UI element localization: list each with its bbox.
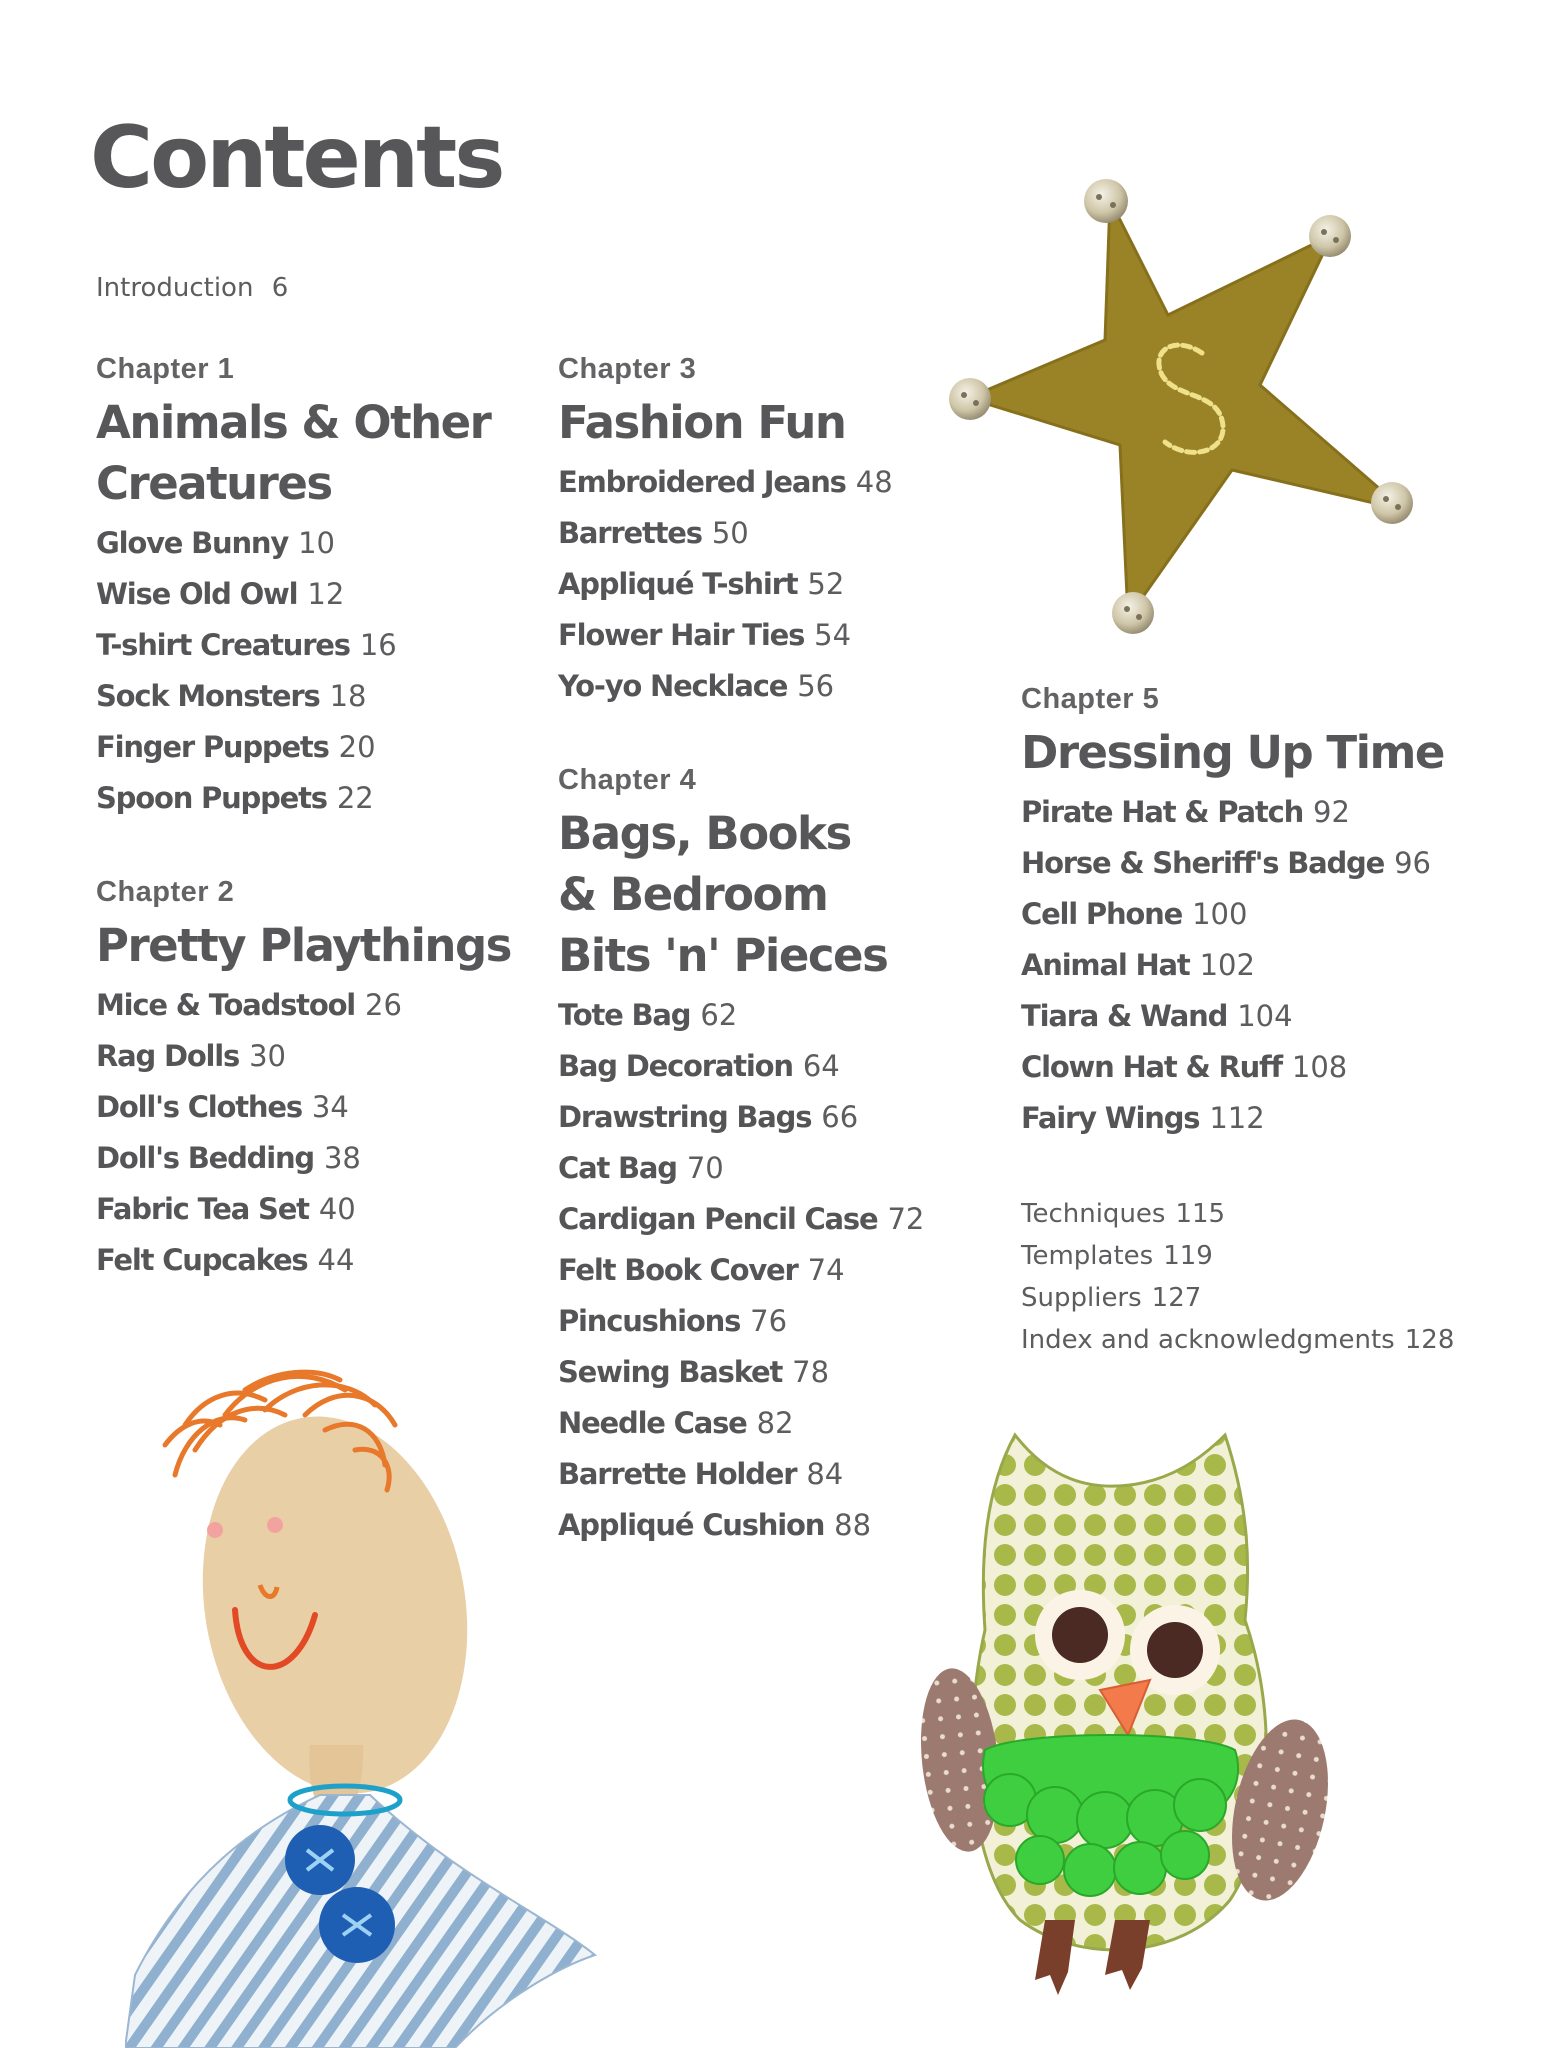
entry-page: 92 (1313, 795, 1350, 829)
entry-name: Doll's Bedding (96, 1141, 314, 1175)
toc-entry-techniques[interactable] (1021, 1192, 1521, 1234)
chapter-title-line: Creatures (96, 457, 332, 510)
entry-name: Spoon Puppets (96, 781, 327, 815)
entry-page: 78 (792, 1355, 830, 1389)
toc-entry-suppliers[interactable] (1021, 1276, 1521, 1318)
entry-name: Yo-yo Necklace (558, 669, 788, 703)
entry-page: 66 (821, 1100, 859, 1134)
chapter-title-line: Pretty Playthings (96, 919, 511, 972)
entry-name: Sock Monsters (96, 679, 320, 713)
entry-page: 54 (814, 618, 852, 652)
toc-column-1 (96, 353, 536, 1286)
chapter-title[interactable] (558, 803, 998, 986)
chapter-title-line: Fashion Fun (558, 396, 846, 449)
toc-entry[interactable] (558, 457, 998, 508)
chapter-label: Chapter 5 (1021, 683, 1160, 715)
chapter-title[interactable] (1021, 722, 1521, 783)
entry-page: 38 (323, 1141, 361, 1175)
toc-column-3 (1021, 683, 1521, 1360)
entry-name: Techniques (1021, 1199, 1166, 1229)
button (1084, 179, 1128, 223)
entry-name: Suppliers (1021, 1283, 1142, 1313)
entry-page: 48 (855, 465, 893, 499)
entry-name: Clown Hat & Ruff (1021, 1050, 1282, 1084)
entry-page: 74 (807, 1253, 845, 1287)
entry-page: 62 (700, 998, 738, 1032)
spoon-puppet-photo (125, 1355, 625, 2048)
entry-name: Barrettes (558, 516, 702, 550)
entry-page: 72 (887, 1202, 925, 1236)
felt-scallops (983, 1735, 1238, 1896)
entry-name: Cardigan Pencil Case (558, 1202, 878, 1236)
chapter-title[interactable] (558, 392, 998, 453)
entry-name: Felt Cupcakes (96, 1243, 308, 1277)
toc-entry[interactable] (1021, 838, 1521, 889)
toc-entry[interactable] (558, 1041, 998, 1092)
owl-eye (1035, 1590, 1125, 1680)
entry-page: 20 (338, 730, 376, 764)
toc-entry[interactable] (1021, 787, 1521, 838)
entry-page: 34 (311, 1090, 349, 1124)
entry-page: 16 (359, 628, 397, 662)
chapter-2 (96, 876, 536, 1286)
entry-name: Pirate Hat & Patch (1021, 795, 1304, 829)
chapter-3 (558, 353, 998, 712)
chapter-label: Chapter 1 (96, 353, 235, 385)
entry-name: Rag Dolls (96, 1039, 240, 1073)
toc-entry[interactable] (1021, 991, 1521, 1042)
toc-entry[interactable] (558, 1194, 998, 1245)
entry-name: Tote Bag (558, 998, 691, 1032)
entry-page: 12 (307, 577, 345, 611)
entry-page: 104 (1237, 999, 1293, 1033)
toc-entry[interactable] (96, 671, 536, 722)
toc-entry[interactable] (558, 990, 998, 1041)
entry-page: 127 (1151, 1283, 1202, 1313)
entry-name: Horse & Sheriff's Badge (1021, 846, 1385, 880)
toc-entry[interactable] (558, 610, 998, 661)
toc-entry[interactable] (558, 559, 998, 610)
toc-entry[interactable] (558, 661, 998, 712)
toc-entry[interactable] (96, 569, 536, 620)
toc-entry-introduction[interactable] (96, 273, 288, 303)
entry-page: 52 (807, 567, 845, 601)
button (285, 1825, 355, 1895)
entry-name: Finger Puppets (96, 730, 329, 764)
entry-name: Doll's Clothes (96, 1090, 302, 1124)
entry-name: Sewing Basket (558, 1355, 783, 1389)
entry-page: 64 (802, 1049, 840, 1083)
chapter-title-line: Dressing Up Time (1021, 726, 1444, 779)
button (949, 378, 991, 420)
entry-name: Flower Hair Ties (558, 618, 805, 652)
entry-name: Introduction (96, 273, 254, 303)
entry-page: 40 (318, 1192, 356, 1226)
entry-name: Wise Old Owl (96, 577, 298, 611)
toc-entry[interactable] (1021, 940, 1521, 991)
toc-entry[interactable] (1021, 1042, 1521, 1093)
chapter-title[interactable] (96, 915, 536, 976)
toc-entry[interactable] (558, 1143, 998, 1194)
entry-name: Animal Hat (1021, 948, 1190, 982)
entry-page: 6 (271, 273, 289, 303)
toc-entry[interactable] (96, 620, 536, 671)
entry-name: Index and acknowledgments (1021, 1325, 1395, 1355)
entry-name: Needle Case (558, 1406, 747, 1440)
entry-page: 76 (750, 1304, 788, 1338)
toc-entry[interactable] (96, 1133, 536, 1184)
entry-name: Barrette Holder (558, 1457, 797, 1491)
chapter-title[interactable] (96, 392, 536, 514)
entry-name: T-shirt Creatures (96, 628, 350, 662)
entry-name: Templates (1021, 1241, 1154, 1271)
toc-entry[interactable] (96, 1031, 536, 1082)
page-title: Contents (90, 108, 503, 208)
entry-page: 112 (1209, 1101, 1265, 1135)
chapter-label: Chapter 2 (96, 876, 235, 908)
entry-page: 30 (249, 1039, 286, 1073)
toc-entry-index[interactable] (1021, 1318, 1521, 1360)
entry-name: Bag Decoration (558, 1049, 793, 1083)
spacer (1021, 1144, 1521, 1192)
entry-page: 10 (298, 526, 335, 560)
entry-page: 119 (1163, 1241, 1213, 1271)
entry-name: Felt Book Cover (558, 1253, 798, 1287)
entry-name: Fabric Tea Set (96, 1192, 309, 1226)
toc-entry[interactable] (96, 773, 536, 824)
entry-page: 102 (1199, 948, 1255, 982)
button (319, 1887, 395, 1963)
entry-page: 26 (365, 988, 402, 1022)
entry-page: 108 (1291, 1050, 1348, 1084)
fabric-owl-photo (900, 1420, 1360, 2000)
entry-page: 84 (806, 1457, 844, 1491)
chapter-1 (96, 353, 536, 824)
entry-name: Glove Bunny (96, 526, 289, 560)
chapter-label: Chapter 3 (558, 353, 697, 385)
toc-entry-templates[interactable] (1021, 1234, 1521, 1276)
toc-entry[interactable] (96, 980, 536, 1031)
toc-entry[interactable] (558, 1092, 998, 1143)
entry-page: 18 (329, 679, 367, 713)
entry-name: Appliqué T-shirt (558, 567, 798, 601)
toc-entry[interactable] (96, 1082, 536, 1133)
entry-page: 70 (686, 1151, 724, 1185)
button (1309, 215, 1351, 257)
chapter-title-line: Bits 'n' Pieces (558, 929, 888, 982)
entry-page: 96 (1394, 846, 1431, 880)
entry-page: 88 (834, 1508, 872, 1542)
toc-entry[interactable] (96, 1235, 536, 1286)
toc-entry[interactable] (558, 1296, 998, 1347)
toc-entry[interactable] (96, 1184, 536, 1235)
entry-name: Cat Bag (558, 1151, 677, 1185)
entry-name: Appliqué Cushion (558, 1508, 825, 1542)
entry-page: 100 (1192, 897, 1248, 931)
entry-name: Pincushions (558, 1304, 741, 1338)
button (1371, 482, 1413, 524)
sheriff-star-badge-photo (940, 170, 1420, 640)
entry-name: Mice & Toadstool (96, 988, 356, 1022)
spacer (558, 712, 998, 764)
toc-entry[interactable] (558, 508, 998, 559)
toc-entry[interactable] (96, 722, 536, 773)
toc-entry[interactable] (558, 1245, 998, 1296)
entry-name: Fairy Wings (1021, 1101, 1200, 1135)
entry-name: Drawstring Bags (558, 1100, 812, 1134)
entry-name: Embroidered Jeans (558, 465, 846, 499)
entry-page: 44 (317, 1243, 355, 1277)
entry-page: 56 (797, 669, 835, 703)
toc-entry[interactable] (96, 518, 536, 569)
toc-entry[interactable] (1021, 889, 1521, 940)
chapter-title-line: Animals & Other (96, 396, 491, 449)
toc-entry[interactable] (1021, 1093, 1521, 1144)
entry-name: Cell Phone (1021, 897, 1183, 931)
chapter-title-line: & Bedroom (558, 868, 828, 921)
entry-page: 128 (1404, 1325, 1455, 1355)
entry-page: 22 (336, 781, 374, 815)
back-matter (1021, 1192, 1521, 1360)
chapter-5 (1021, 683, 1521, 1144)
entry-page: 82 (756, 1406, 794, 1440)
entry-page: 50 (711, 516, 749, 550)
button (1112, 592, 1154, 634)
entry-page: 115 (1175, 1199, 1226, 1229)
spacer (96, 824, 536, 876)
chapter-title-line: Bags, Books (558, 807, 851, 860)
chapter-label: Chapter 4 (558, 764, 697, 796)
entry-name: Tiara & Wand (1021, 999, 1228, 1033)
